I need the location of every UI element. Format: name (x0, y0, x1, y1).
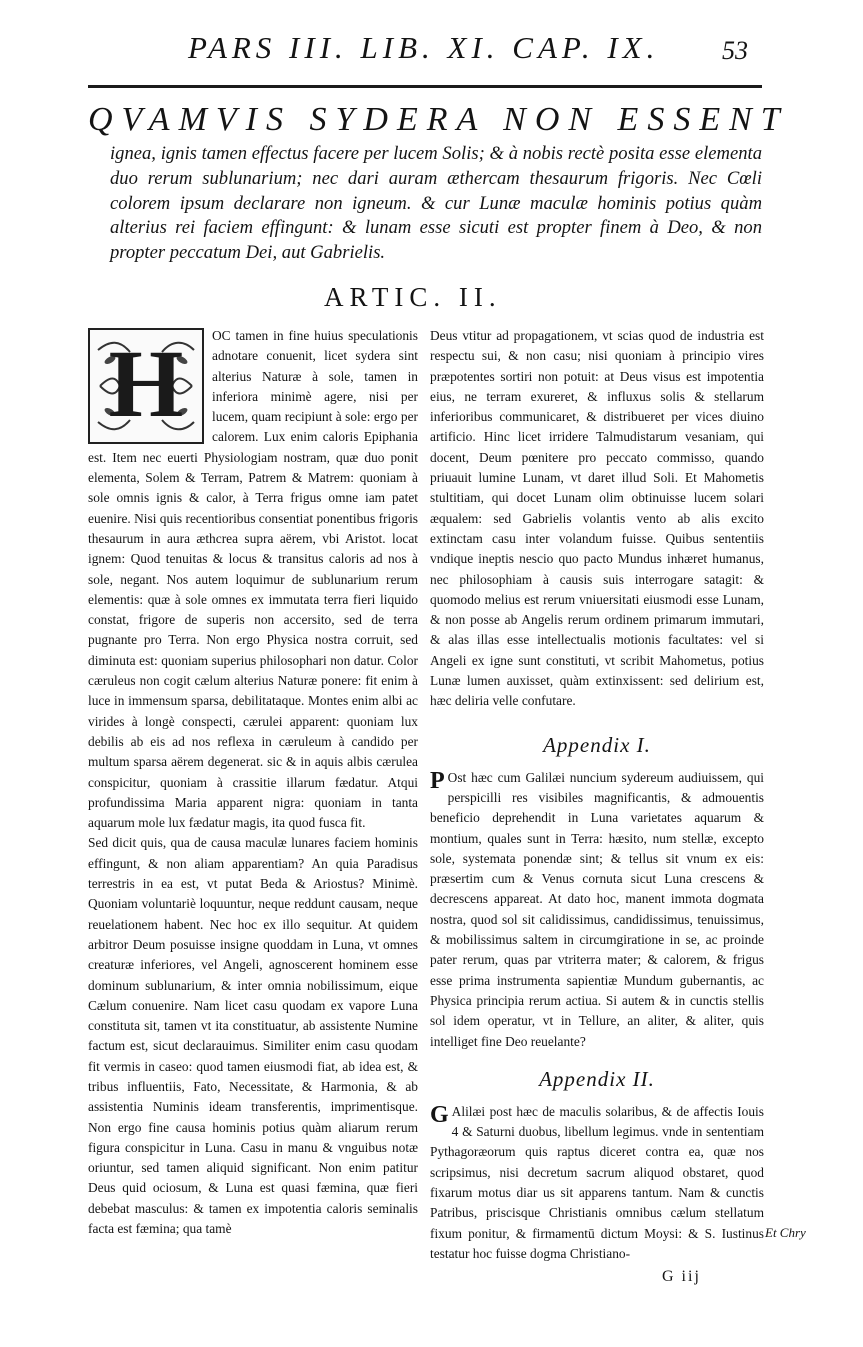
left-column (88, 326, 418, 1239)
appendix-2-initial: G (430, 1101, 449, 1128)
appendix-1-heading: Appendix I. (543, 732, 651, 757)
left-paragraph-1: OC tamen in fine huius speculationis adnotare conuenit, licet sydera sint alterius Naturæ à sole, tamen in inferiora minimè agere, nisi per lucem, quam recipiunt à sole: ergo per calorem. Lux enim caloris Epiphania est. Item nec euerti Physiologiam nostram, quæ duo ponit elementa, Solem & Terram, Patrem & Matrem: quoniam à sole omnis ignis & calor, à Terra frigus omne iam patet euenire. Nisi quis recentioribus consentiat ponentibus frigoris thesaurum in aura æthcrea supra aërem, vbi Aristot. locat ignem: Quod tenuitas & locus & transitus caloris ad nos à sole, negant. Nos autem loquimur de sublunarium rerum elementis: quæ à sole omnes ex immutata terra fieri liquido constat, frigore de superis non accersito, sed de terra pugnante pro Terra. Non ergo Physica nostra corruit, sed diminuta est: quoniam superius philosophari non datur. Color cæruleus non cogit cælum alterius Naturæ ponere: fit enim à luce in immensum sparsa, debilitataque. Montes enim albi ac virides à longè conspecti, cærulei apparent: quoniam lux debilis ab eis ad nos reflexa in cæruleum à candido per multum sparsa aërem degenerat. sic & in aquis albis cærulea conspicitur, quoniam à crassitie illarum fædatur. Atqui profundissima Maria apparent nigra: quoniam in tanta aquarum mole lux fædatur magis, ita quod fusca fit. (88, 328, 418, 831)
appendix-1-initial: P (430, 767, 445, 794)
right-column (430, 326, 764, 1264)
appendix-1-paragraph (430, 768, 764, 1052)
header-rule (88, 85, 762, 88)
left-paragraph-2: Sed dicit quis, qua de causa maculæ lunares faciem hominis effingunt, & non aliam apparentiam? An quia Paradisus terrestris in ea est, vt putat Beda & Ariostus? Minimè. Quoniam voluntariè loquuntur, neque reddunt causam, neque reuelationem habent. Nec hoc ex illo sequitur. At quidem arbitror Deum posuisse insigne quoddam in Luna, vt omnes creaturæ inferiores, vel Angeli, agnoscerent hominem esse dominum sublunarium, & inter omnia nobilissimum, eique Cælum conuenire. Nam licet casu quodam ex vapore Luna constituta sit, tamen vt ita constituatur, ab assistente Numine factum est, sicut declarauimus. Similiter enim casu quodam fit vermis in caseo: quod tamen eiusmodi fiat, ab idea est, & tribus influentiis, Fato, Necessitate, & Harmonia, & ab assistentia Numinis ideam transferentis, imprimentisque. Non ergo fine causa hominis potius quàm aliarum rerum figura conspicitur in Luna. Casu in manu & vnguibus notæ oriuntur, sed tamen aliquid significant. Non enim patitur Deus quid ociosum, & Luna est quasi fæmina, quæ fieri debebat masculus: & tamen ex impotentia caloris seminalis facta est fæmina; qua tamè (88, 835, 418, 1237)
summary-text: ignea, ignis tamen effectus facere per lucem Solis; & à nobis rectè posita esse elementa duo rerum sublunarium; nec dari auram æthercam thesaurum frigoris. Nec Cœli colorem ipsum declarare non igneum. & cur Lunæ maculæ hominis potius quàm alterius rei faciem effingunt: & lunam esse sicuti est propter finem à Deo, & non propter peccatum Dei, aut Gabrielis. (110, 143, 762, 264)
chapter-summary (88, 100, 789, 266)
appendix-2-heading: Appendix II. (539, 1066, 655, 1091)
running-head (0, 30, 863, 70)
summary-lead: QVAMVIS SYDERA NON ESSENT (88, 101, 789, 138)
appendix-2-paragraph (430, 1102, 764, 1264)
margin-note: Et Chry (765, 1225, 806, 1240)
ornamental-initial (88, 328, 204, 444)
running-title: PARS III. LIB. XI. CAP. IX. (188, 30, 660, 65)
drop-cap-letter: H (108, 330, 184, 437)
right-paragraph-1: Deus vtitur ad propagationem, vt scias quod de industria est respectu sui, & non casu; nisi quoniam à principio vires præpotentes sortiri non potuit: at Deus visus est impotentia eius, ne terram exureret, & influxus solis & stellarum inferioribus communicaret, & distribueret per vices diuino artificio. Hinc licet irridere Talmudistarum vesaniam, qui docent, Deum pœnitere pro peccato commisso, quando priuauit lumine Lunam, vt daret illud Soli. Et Mahometis stultitiam, qui docet Lunam olim obtinuisse lucem solari æqualem: sed Gabrielis volantis vento ab alis excito extinctam casu inter volandum fuisse. Quibus sententiis vndique ineptis nescio quo pacto Mundus inhæret humanus, nec philosophiam à causis suis interrogare satagit: & quomodo melius est rerum vniuersitati eiusmodi esse Lunam, & non posse ab Angelis rerum ordinem primarum immutari, & alas illas esse intellectualis motionis facultates: vel si Angeli ex igne sunt constituti, vt scribit Mahometus, potius Lunæ lumen auxisset, quàm extinxissent: sed delirium est, hæc deliria velle confutare. (430, 328, 764, 709)
article-heading: ARTIC. II. (324, 282, 502, 312)
signature-mark: G iij (662, 1268, 701, 1285)
page-number: 53 (722, 36, 748, 65)
appendix-2-text: Alilæi post hæc de maculis solaribus, & de affectis Iouis 4 & Saturni duobus, libellum legimus. vnde in sententiam Pythagoræorum quis raptus diceret contra ea, quæ nos scripsimus, nisi decretum sacrum aliquod obstaret, quod fixarum motus diar us sit apparens tantum. Nam & cunctis Patribus, priscisque Christianis omnibus cælum stellatum fixum ponitur, & firmamentū dictum Moysi: & S. Iustinus testatur hoc fuisse dogma Christiano- (430, 1103, 764, 1261)
appendix-1-text: Ost hæc cum Galilæi nuncium sydereum audiuissem, qui perspicilli res visibiles magnificantis, & admouentis beneficio deprehendit in Luna varietates aquarum & montium, quales sunt in Terra: hæsito, num stellæ, excepto sole, systemata ponendæ sint; & tellus sit vnum ex eis: præsertim cum & Venus cornuta sicut Luna crescens & decrescens appareat. At dato hoc, manent immota dogmata nostra, quod sol sit calidissimus, candidissimus, tenuissimus, & mobilissimus saltem in circumgiratione in se, ac proinde pater rerum, quas par vtriterra mater; & calorem, & frigus esse prima instrumenta sapientiæ Mundum gubernantis, ac Physica principia rerum actiua. Si autem & in cunctis stellis sol idem operatur, vt in Tellure, an aliter, & aliter, quis intelliget fine Deo reuelante? (430, 769, 764, 1049)
